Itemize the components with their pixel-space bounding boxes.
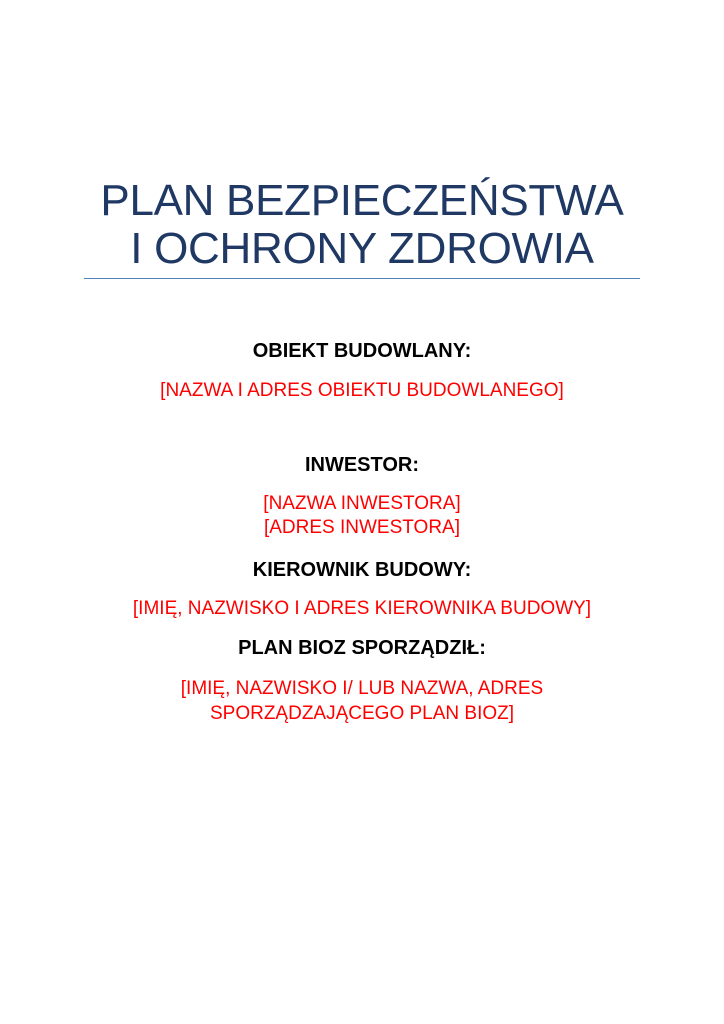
document-title-line-2: I OCHRONY ZDROWIA <box>130 224 594 273</box>
investor-address-placeholder: [ADRES INWESTORA] <box>263 517 460 538</box>
title-divider <box>84 278 640 279</box>
investor-name-placeholder: [NAZWA INWESTORA] <box>263 493 461 514</box>
object-heading: OBIEKT BUDOWLANY: <box>252 340 472 362</box>
document-title-line-1: PLAN BEZPIECZEŃSTWA <box>100 176 624 225</box>
bioz-author-placeholder-line-2: SPORZĄDZAJĄCEGO PLAN BIOZ] <box>209 703 515 724</box>
site-manager-heading: KIEROWNIK BUDOWY: <box>252 559 472 581</box>
site-manager-placeholder: [IMIĘ, NAZWISKO I ADRES KIEROWNIKA BUDOWY] <box>132 598 592 619</box>
object-placeholder: [NAZWA I ADRES OBIEKTU BUDOWLANEGO] <box>160 380 564 401</box>
investor-heading: INWESTOR: <box>304 454 420 476</box>
bioz-author-placeholder-line-1: [IMIĘ, NAZWISKO I/ LUB NAZWA, ADRES <box>180 678 544 699</box>
bioz-author-heading: PLAN BIOZ SPORZĄDZIŁ: <box>238 637 486 659</box>
